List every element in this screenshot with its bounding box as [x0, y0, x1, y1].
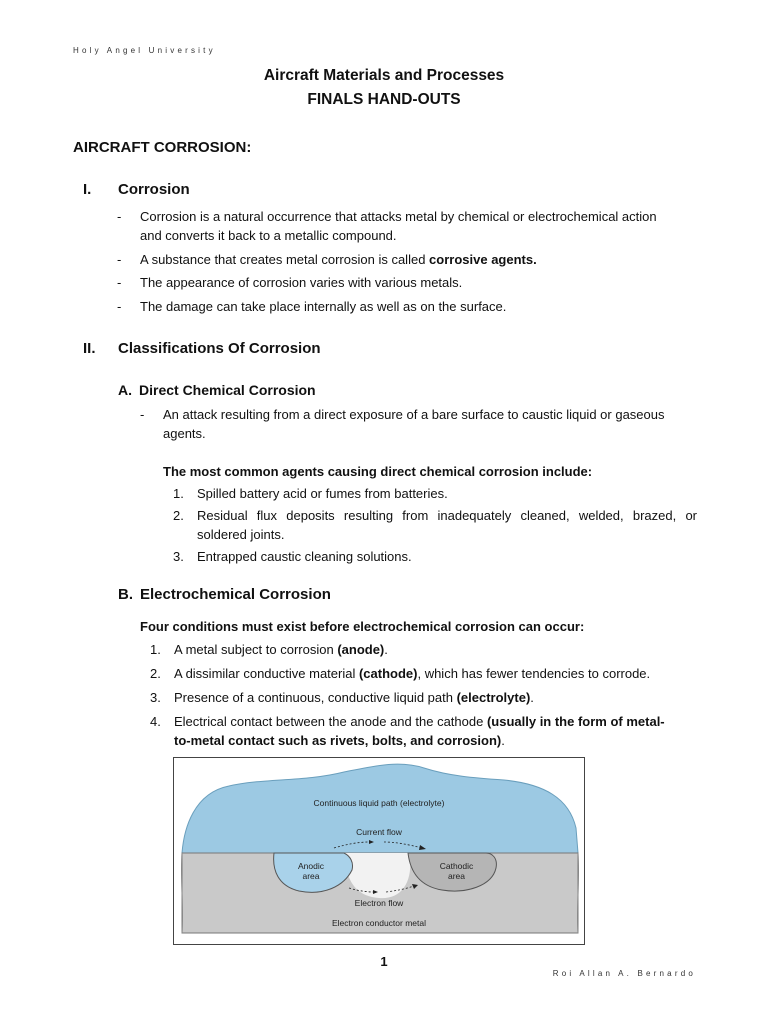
list-item: 3. Presence of a continuous, conductive liquid path (electrolyte). — [150, 690, 534, 705]
conditions-heading: Four conditions must exist before electrochemical corrosion can occur: — [140, 619, 585, 634]
list-item-text: Entrapped caustic cleaning solutions. — [197, 549, 412, 564]
list-item-text: Presence of a continuous, conductive liquid path (electrolyte). — [174, 690, 534, 705]
bullet-text: The appearance of corrosion varies with various metals. — [140, 275, 463, 290]
electrolyte-label: Continuous liquid path (electrolyte) — [313, 798, 445, 808]
current-flow-label: Current flow — [356, 827, 402, 837]
list-item: - The damage can take place internally as well as on the surface. — [117, 299, 507, 314]
document-title: Aircraft Materials and Processes — [263, 67, 505, 84]
section-2-title: Classifications Of Corrosion — [118, 340, 321, 357]
subsection-a-label: A. — [118, 382, 132, 398]
list-item-text-cont: soldered joints. — [197, 527, 285, 542]
subsection-b-title: Electrochemical Corrosion — [140, 586, 331, 603]
list-item: 1. A metal subject to corrosion (anode). — [150, 642, 388, 657]
list-item: 2. A dissimilar conductive material (cathode), which has fewer tendencies to corrode. — [150, 666, 651, 681]
list-item: - A substance that creates metal corrosion is called corrosive agents. — [117, 252, 537, 267]
bullet-text: A substance that creates metal corrosion is called corrosive agents. — [140, 252, 537, 267]
electrochemical-corrosion-diagram — [173, 757, 585, 945]
list-item-text: A metal subject to corrosion (anode). — [174, 642, 388, 657]
main-heading: AIRCRAFT CORROSION: — [73, 139, 252, 156]
bullet-text: Corrosion is a natural occurrence that attacks metal by chemical or electrochemical action — [140, 209, 657, 224]
list-item-text: Electrical contact between the anode and the cathode (usually in the form of metal- — [174, 714, 665, 729]
electrolyte-region — [182, 764, 578, 853]
section-1-number: I. — [83, 181, 92, 198]
section-2-number: II. — [83, 340, 96, 357]
subsection-a-heading — [118, 382, 518, 402]
list-item-text: Spilled battery acid or fumes from batteries. — [197, 486, 448, 501]
list-item-text: Residual flux deposits resulting from inadequately cleaned, welded, brazed, or — [197, 508, 697, 523]
list-item: 4. Electrical contact between the anode and the cathode (usually in the form of metal- to-metal contact such as rivets, bolts, and corrosion). — [150, 714, 665, 748]
anodic-area-label: Anodic area — [298, 861, 324, 881]
subsection-b-heading — [118, 586, 518, 606]
list-item: 2. Residual flux deposits resulting from inadequately cleaned, welded, brazed, or soldered joints. — [173, 508, 697, 542]
cathodic-area-label: Cathodic area — [439, 861, 474, 881]
bullet-text-cont: and converts it back to a metallic compound. — [140, 228, 397, 243]
document-subtitle: FINALS HAND-OUTS — [307, 91, 461, 108]
section-1-heading — [83, 181, 383, 201]
list-item-text-cont: to-metal contact such as rivets, bolts, and corrosion). — [174, 733, 505, 748]
section-1-title: Corrosion — [118, 181, 190, 198]
subsection-a-title: Direct Chemical Corrosion — [139, 382, 316, 398]
list-item: - The appearance of corrosion varies with various metals. — [117, 275, 463, 290]
metal-label: Electron conductor metal — [331, 918, 427, 928]
page-footer-author: Roi Allan A. Bernardo — [552, 969, 696, 978]
section-2-heading — [83, 340, 483, 360]
bullet-text: An attack resulting from a direct exposure of a bare surface to caustic liquid or gaseous — [163, 407, 665, 422]
electron-flow-label: Electron flow — [354, 898, 404, 908]
list-item: - An attack resulting from a direct exposure of a bare surface to caustic liquid or gaseous agents. — [140, 407, 665, 441]
diagram-graphic — [174, 758, 584, 944]
list-item-text: A dissimilar conductive material (cathode), which has fewer tendencies to corrode. — [174, 666, 651, 681]
page-number: 1 — [380, 954, 388, 969]
list-item: 1. Spilled battery acid or fumes from batteries. — [173, 486, 448, 501]
list-item: - Corrosion is a natural occurrence that attacks metal by chemical or electrochemical action and converts it back to a metallic compound. — [117, 209, 657, 243]
page-header-institution: Holy Angel University — [73, 46, 216, 55]
agents-heading: The most common agents causing direct chemical corrosion include: — [163, 464, 593, 479]
bullet-text-cont: agents. — [163, 426, 206, 441]
list-item: 3. Entrapped caustic cleaning solutions. — [173, 549, 412, 564]
subsection-b-label: B. — [118, 586, 133, 603]
bullet-text: The damage can take place internally as well as on the surface. — [140, 299, 507, 314]
